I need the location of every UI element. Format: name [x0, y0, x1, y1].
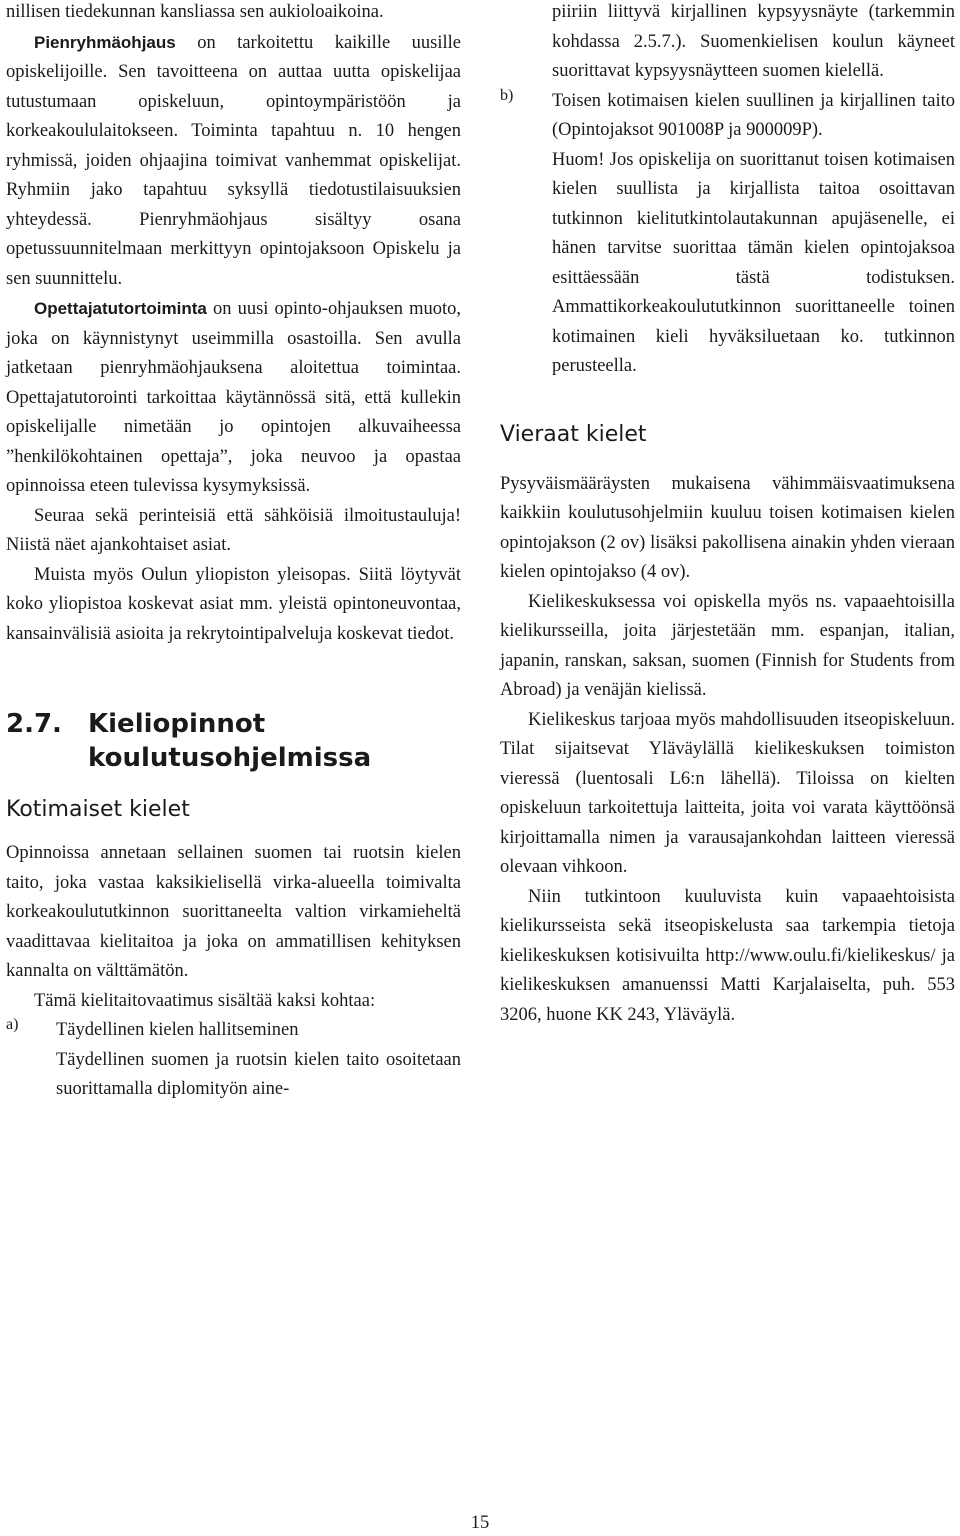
list-item-b	[500, 87, 955, 382]
paragraph-minimum-requirement: Pysyväismääräysten mukaisena vähimmäisvaatimuksena kaikkiin koulutusohjelmiin kuuluu toisen kotimaisen kielen opintojakson (2 ov) lisäksi pakollisena ainakin yhden vieraan kielen opintojakso (4 ov).	[500, 473, 955, 582]
paragraph-teacher-tutoring	[6, 294, 461, 502]
term-teacher-tutoring: Opettajatutortoiminta	[34, 299, 207, 318]
list-item-a-continued-text: piiriin liittyvä kirjallinen kypsyysnäyte (tarkemmin kohdassa 2.5.7.). Suomenkielisen koulun käyneet suorittavat kypsyysnäytteen suomen kielellä.	[552, 2, 955, 81]
section-number: 2.7.	[6, 709, 62, 739]
section-title: Kieliopinnot koulutusohjelmissa	[88, 709, 372, 773]
paragraph-small-group-guidance	[6, 28, 461, 295]
term-small-group-guidance: Pienryhmäohjaus	[34, 32, 176, 52]
text-teacher-tutoring: on uusi opinto-ohjauksen muoto, joka on käynnistynyt useimmilla osastoilla. Sen avulla jatketaan pienryhmäohjauksena aloitettua toimintaa. Opettajatutorointi tarkoittaa käytännössä sitä, että kullekin opiskelijalle nimetään jo opintojen alkuvaiheessa ”henkilökohtainen opettaja”, joka neuvoo ja opastaa opinnoissa eteen tulevissa kysymyksissä.	[6, 299, 461, 496]
paragraph-more-info: Niin tutkintoon kuuluvista kuin vapaaehtoisista kielikursseista sekä itseopiskelusta saa tarkempia tietoja kielikeskuksen kotisivuilta http://www.oulu.fi/kielikeskus/ ja kielikeskuksen amanuenssi Matti Karjalaiselta, puh. 553 3206, huone KK 243, Yläväylä.	[500, 886, 955, 1025]
list-item-b-text: Toisen kotimaisen kielen suullinen ja kirjallinen taito (Opintojaksot 901008P ja 900009P).	[552, 90, 955, 140]
paragraph-faculty-office: nillisen tiedekunnan kansliassa sen aukioloaikoina.	[6, 2, 384, 22]
paragraph-requirement: Tämä kielitaitovaatimus sisältää kaksi kohtaa:	[34, 990, 376, 1011]
page-number: 15	[470, 1513, 490, 1533]
paragraph-notice-boards: Seuraa sekä perinteisiä että sähköisiä ilmoitustauluja! Niistä näet ajankohtaiset asiat.	[6, 505, 461, 555]
paragraph-optional-courses: Kielikeskuksessa voi opiskella myös ns. vapaaehtoisilla kielikursseilla, joita järjestetään mm. espanjan, italian, japanin, ranskan, saksan, suomen (Finnish for Students from Abroad) ja venäjän kielissä.	[500, 591, 955, 700]
list-item-a-title: Täydellinen kielen hallitseminen	[56, 1020, 299, 1040]
subheading-domestic-languages: Kotimaiset kielet	[6, 797, 190, 822]
paragraph-general-guide: Muista myös Oulun yliopiston yleisopas. Siitä löytyvät koko yliopistoa koskevat asiat mm. yleistä opintoneuvontaa, kansainvälisiä asioita ja rekrytointipalveluja koskevat tiedot.	[6, 564, 461, 644]
paragraph-self-study: Kielikeskus tarjoaa myös mahdollisuuden itseopiskeluun. Tilat sijaitsevat Yläväylällä kielikeskuksen toimiston vieressä (luentosali L6:n lähellä). Tiloissa on kielten opiskeluun tarkoitettuja laitteita, joita voi varata käyttöönsä kirjoittamalla nimen ja varausajankohdan laitteen vieressä olevaan vihkoon.	[500, 709, 955, 877]
list-item-a-label: a)	[6, 1016, 19, 1033]
list-item-b-note: Huom! Jos opiskelija on suorittanut toisen kotimaisen kielen suullista ja kirjallista taitoa osoittavan tutkinnon kielitutkintolautakunnan apujäsenelle, ei hänen tarvitse suorittaa tämän kielen opintojaksoa esittäessään tästä todistuksen. Ammattikorkeakoulututkinnon suorittaneelle toinen kotimainen kieli hyväksiluetaan ko. tutkinnon perusteella.	[552, 149, 955, 376]
text-small-group-guidance: on tarkoitettu kaikille uusille opiskelijoille. Sen tavoitteena on auttaa uutta opiskelijaa tutustumaan opiskeluun, opintoympäristöön ja korkeakoululaitokseen. Toiminta tapahtuu n. 10 hengen ryhmissä, joiden ohjaajina toimivat vanhemmat opiskelijat. Ryhmiin jako tapahtuu syksyllä tiedotustilaisuuksien yhteydessä. Pienryhmäohjaus sisältyy osana opetussuunnitelmaan merkittyyn opintojaksoon Opiskelu ja sen suunnittelu.	[6, 32, 461, 289]
list-item-a-text: Täydellinen suomen ja ruotsin kielen taito osoitetaan suorittamalla diplomityön aine-	[56, 1049, 461, 1099]
paragraph-language-skill: Opinnoissa annetaan sellainen suomen tai ruotsin kielen taito, joka vastaa kaksikielisellä virka-alueella toimivalta korkeakoulututkinnon suorittaneelta valtion virkamieheltä vaadittavaa kielitaitoa ja joka on ammatillisen kehityksen kannalta on välttämätön.	[6, 843, 461, 981]
right-column	[500, 0, 955, 1030]
list-item-a-continued	[500, 0, 955, 87]
subheading-foreign-languages: Vieraat kielet	[500, 421, 647, 447]
section-heading	[6, 707, 461, 775]
left-column	[6, 0, 461, 1105]
list-item-b-label: b)	[500, 86, 514, 104]
list-item-a	[6, 1016, 461, 1105]
